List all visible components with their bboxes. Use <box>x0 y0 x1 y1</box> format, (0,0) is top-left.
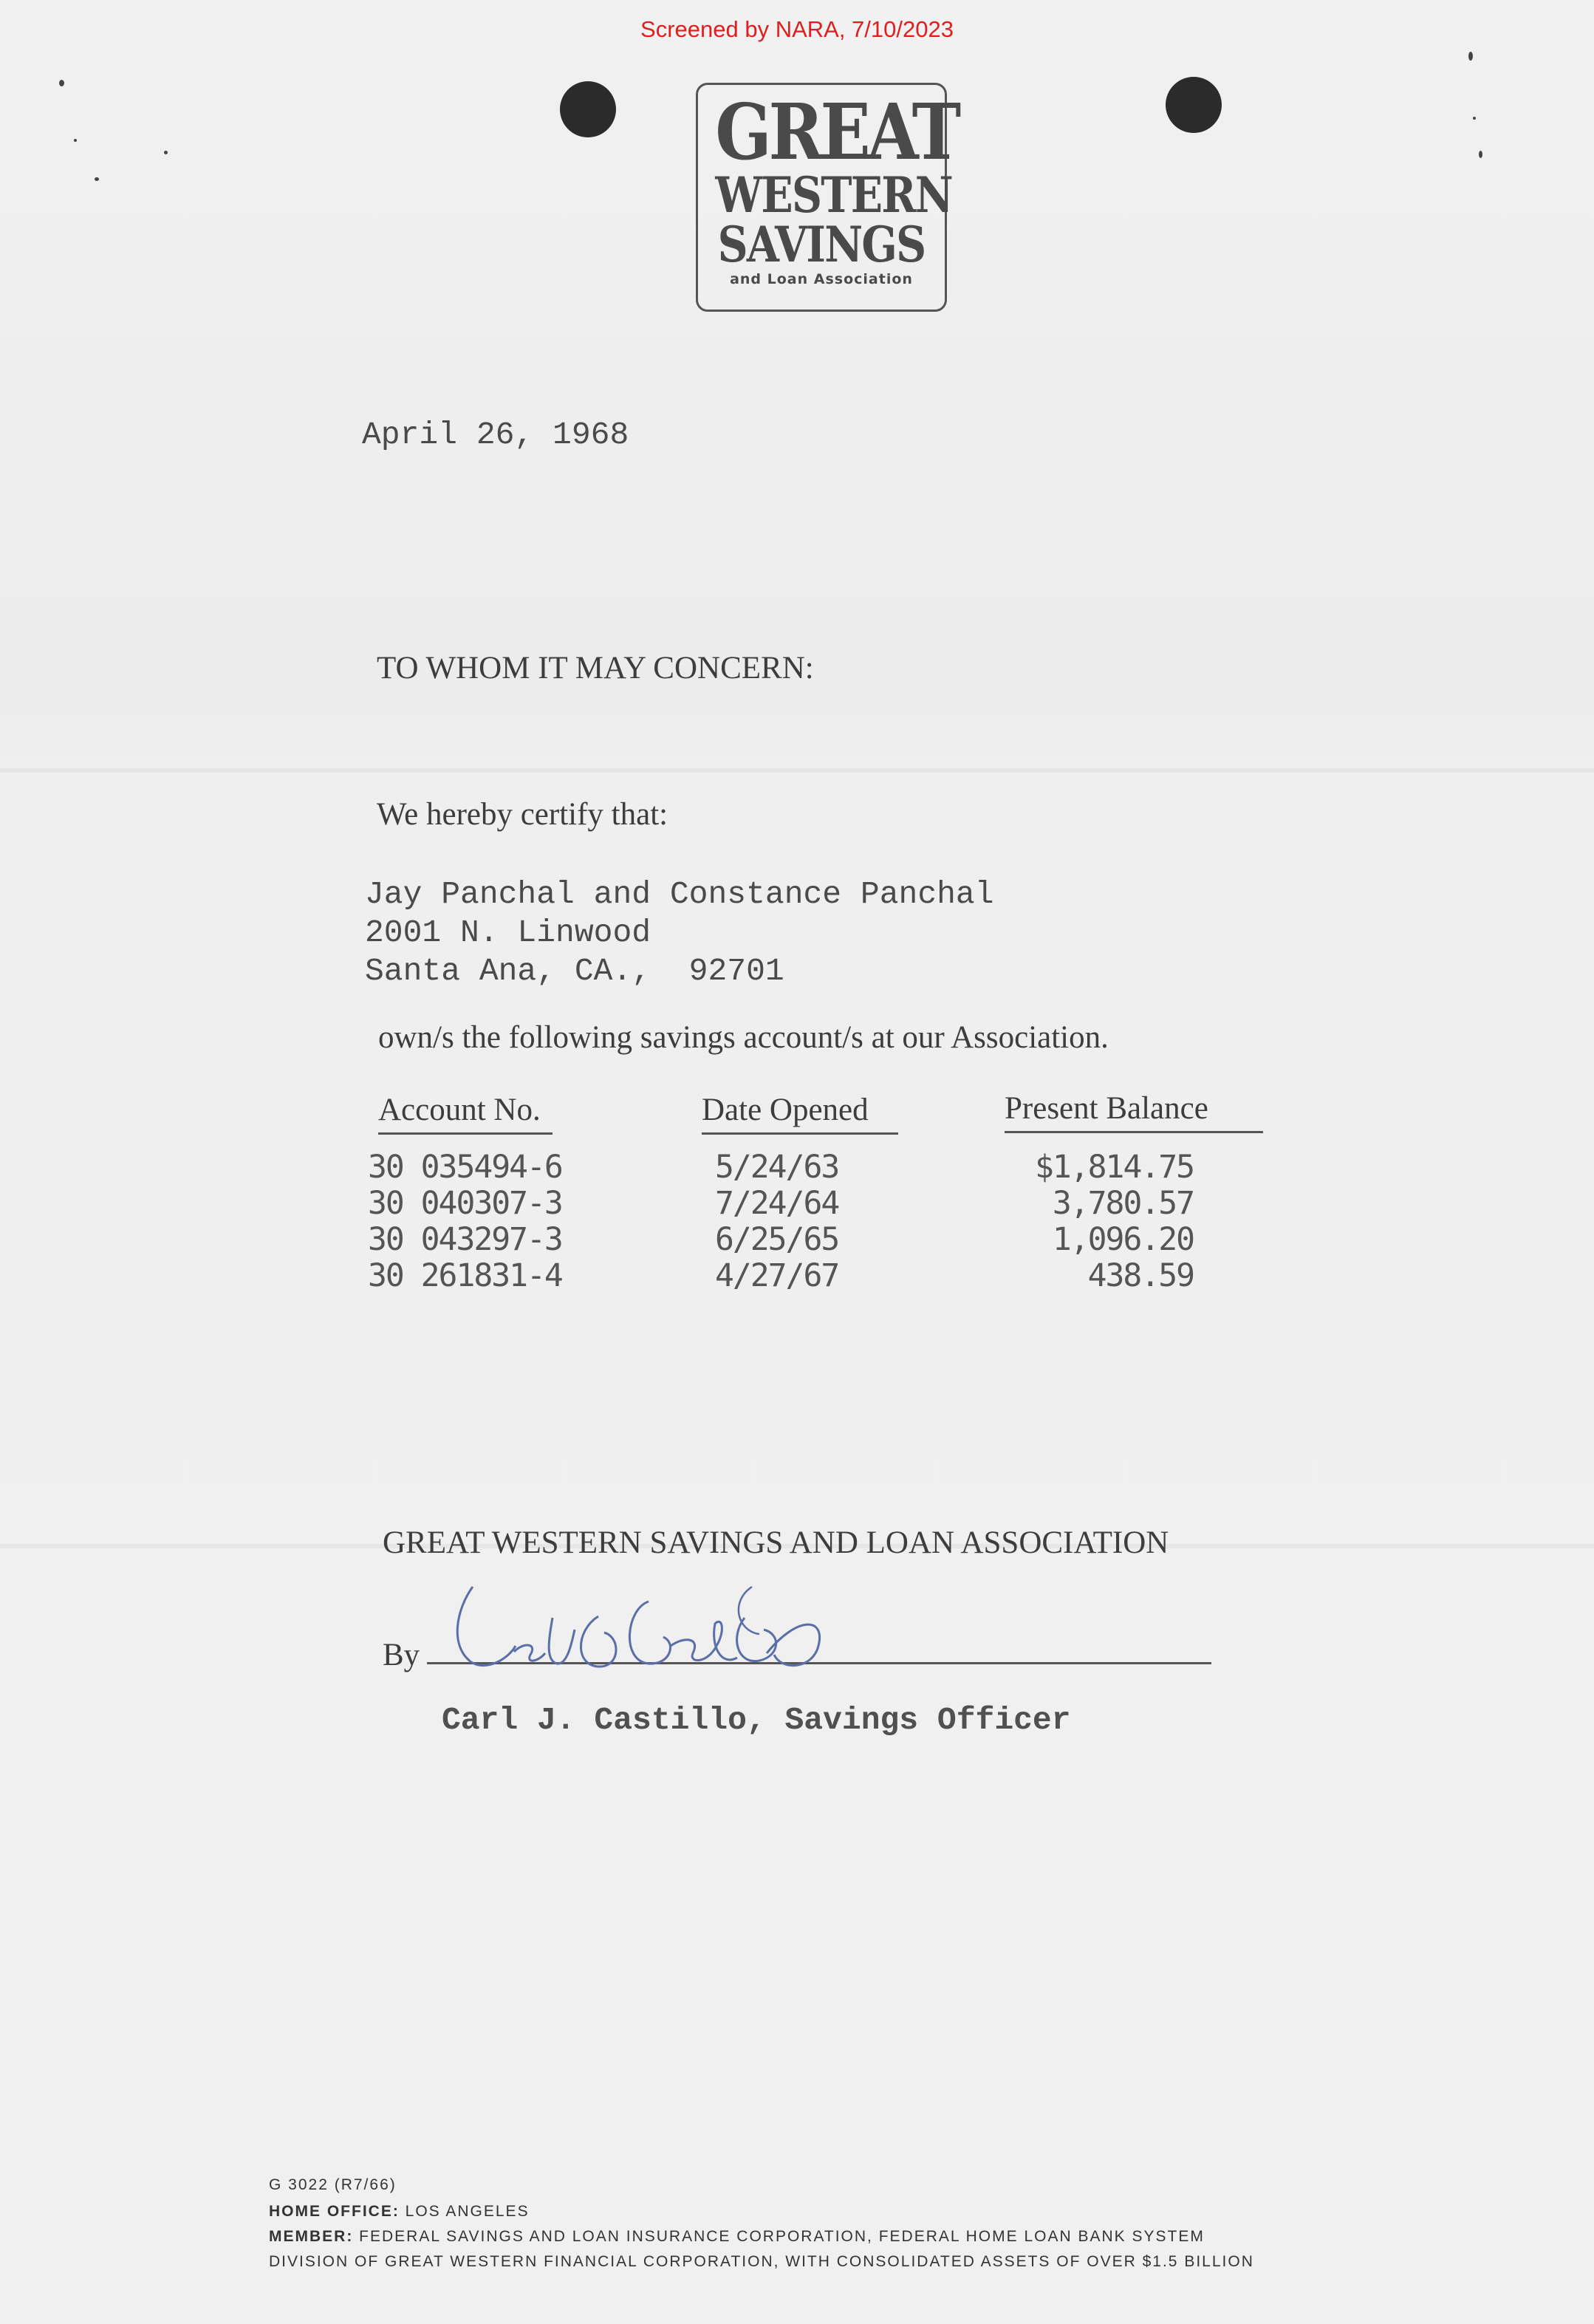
table-cell-account: 30 261831-4 <box>368 1257 562 1294</box>
table-cell-balance: 438.59 <box>1087 1257 1194 1294</box>
speck <box>1468 52 1473 61</box>
footer-home-office <box>269 2203 530 2221</box>
punch-hole-right <box>1166 77 1222 133</box>
ownership-statement: own/s the following savings account/s at our Association. <box>378 1020 1109 1055</box>
recipient-city: Santa Ana, CA., 92701 <box>365 953 784 989</box>
member-value: FEDERAL SAVINGS AND LOAN INSURANCE CORPORATION, FEDERAL HOME LOAN BANK SYSTEM <box>359 2228 1205 2245</box>
salutation: TO WHOM IT MAY CONCERN: <box>377 651 814 686</box>
recipient-street: 2001 N. Linwood <box>365 915 651 951</box>
home-office-label: HOME OFFICE: <box>269 2203 400 2220</box>
table-cell-balance: 1,096.20 <box>1052 1221 1194 1258</box>
letter-date: April 26, 1968 <box>362 417 629 453</box>
form-number: G 3022 (R7/66) <box>269 2176 397 2193</box>
header-account-no: Account No. <box>378 1092 553 1135</box>
table-cell-date: 5/24/63 <box>715 1149 839 1186</box>
table-cell-date: 4/27/67 <box>715 1257 839 1294</box>
handwritten-signature <box>427 1572 870 1690</box>
bank-logo <box>696 83 958 312</box>
logo-line-great: GREAT <box>715 86 958 177</box>
header-date-opened: Date Opened <box>702 1092 898 1135</box>
paper-fold <box>0 768 1594 773</box>
footer-division: DIVISION OF GREAT WESTERN FINANCIAL CORPORATION, WITH CONSOLIDATED ASSETS OF OVER $1.5 BILLION <box>269 2253 1254 2270</box>
member-label: MEMBER: <box>269 2228 354 2245</box>
by-label: By <box>383 1638 420 1672</box>
certify-intro: We hereby certify that: <box>377 797 668 832</box>
logo-line-savings: SAVINGS <box>717 216 926 273</box>
table-cell-date: 6/25/65 <box>715 1221 839 1258</box>
signer-name: Carl J. Castillo, Savings Officer <box>442 1702 1071 1738</box>
logo-line-western: WESTERN <box>715 166 952 224</box>
speck <box>1479 151 1482 158</box>
speck <box>59 80 64 86</box>
speck <box>74 139 77 142</box>
association-name: GREAT WESTERN SAVINGS AND LOAN ASSOCIATION <box>383 1525 1169 1560</box>
punch-hole-left <box>560 81 616 137</box>
table-cell-balance: 3,780.57 <box>1052 1185 1194 1222</box>
table-cell-account: 30 043297-3 <box>368 1221 562 1258</box>
header-present-balance: Present Balance <box>1005 1090 1263 1133</box>
footer-member <box>269 2228 1205 2246</box>
logo-line-association: and Loan Association <box>730 271 913 287</box>
speck <box>95 177 99 181</box>
table-cell-balance: $1,814.75 <box>1035 1149 1194 1186</box>
table-cell-account: 30 040307-3 <box>368 1185 562 1222</box>
home-office-value: LOS ANGELES <box>405 2203 530 2220</box>
table-cell-account: 30 035494-6 <box>368 1149 562 1186</box>
speck <box>164 151 168 154</box>
recipient-names: Jay Panchal and Constance Panchal <box>365 876 994 912</box>
speck <box>1473 117 1476 120</box>
table-cell-date: 7/24/64 <box>715 1185 839 1222</box>
nara-stamp: Screened by NARA, 7/10/2023 <box>640 16 954 42</box>
